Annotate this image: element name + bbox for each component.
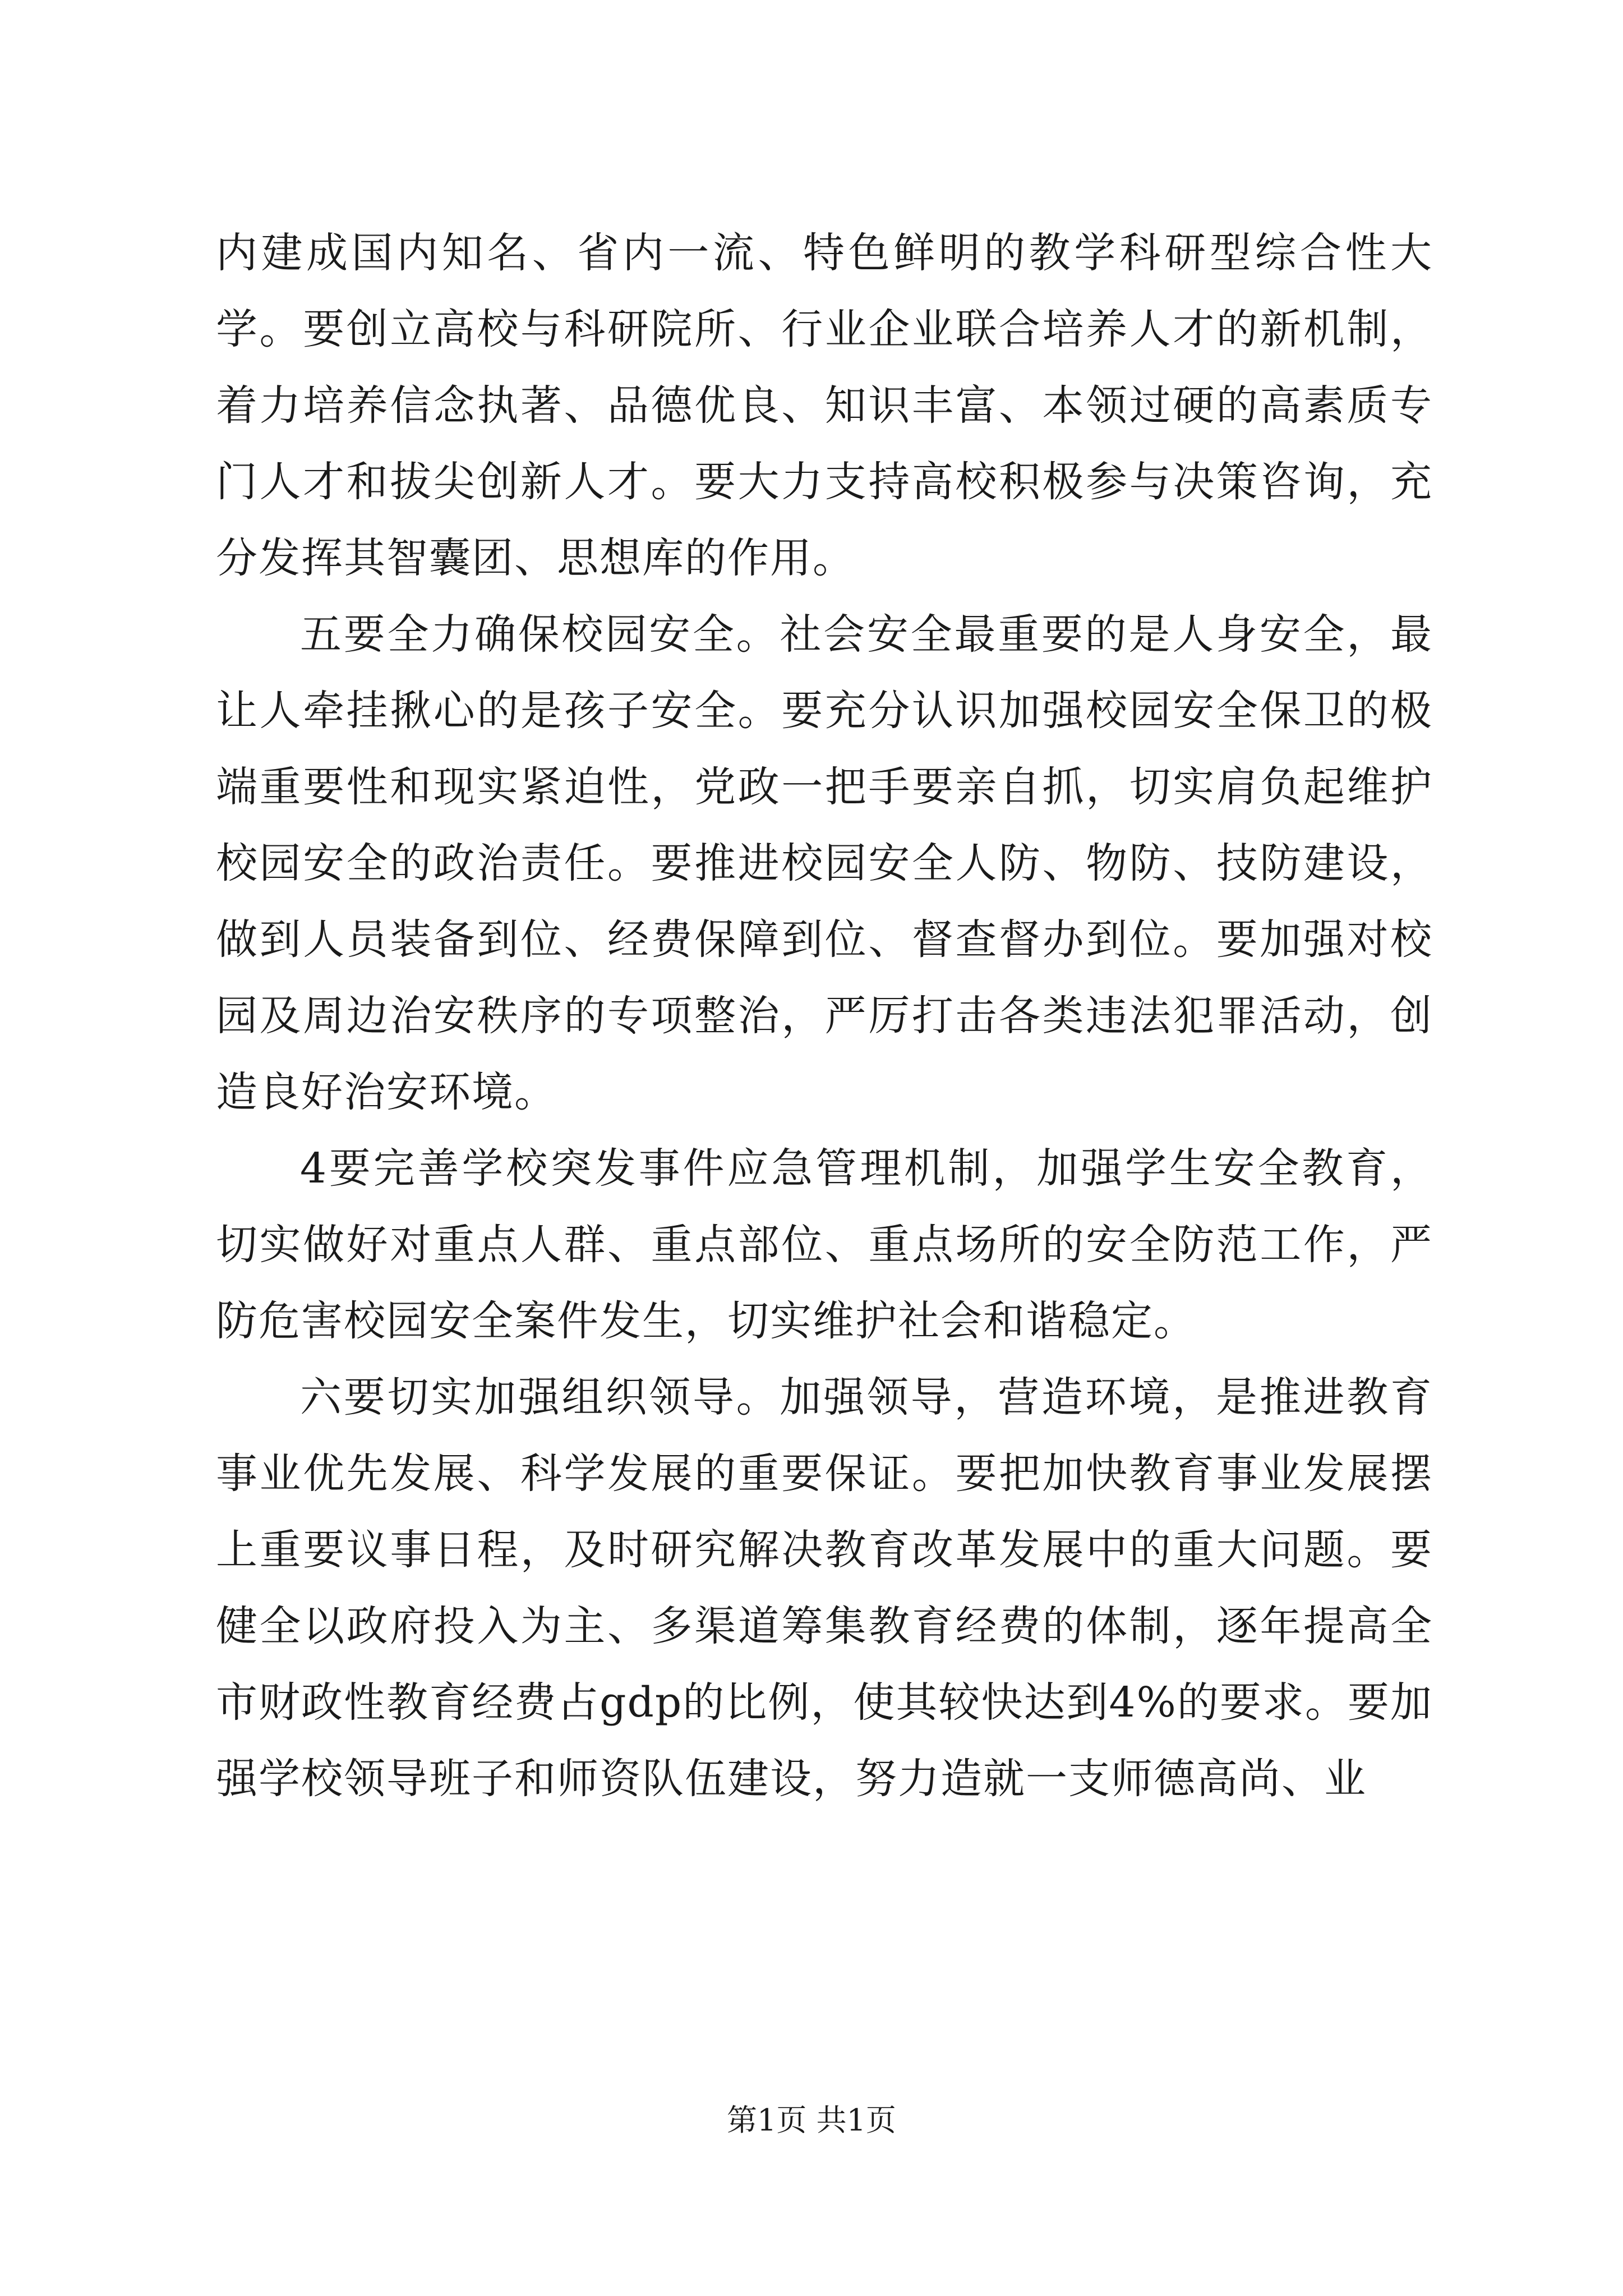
paragraph-1: 内建成国内知名、省内一流、特色鲜明的教学科研型综合性大学。要创立高校与科研院所、行业企业联合培养人才的新机制，着力培养信念执著、品德优良、知识丰富、本领过硬的高素质专门人才和拔尖创新人才。要大力支持高校积极参与决策咨询，充分发挥其智囊团、思想库的作用。 (216, 229, 1433, 582)
document-body (216, 215, 1433, 1817)
paragraph-4: 六要切实加强组织领导。加强领导，营造环境，是推进教育事业优先发展、科学发展的重要保证。要把加快教育事业发展摆上重要议事日程，及时研究解决教育改革发展中的重大问题。要健全以政府投入为主、多渠道筹集教育经费的体制，逐年提高全市财政性教育经费占gdp的比例，使其较快达到4%的要求。要加强学校领导班子和师资队伍建设，努力造就一支师德高尚、业 (216, 1373, 1433, 1803)
paragraph-2: 五要全力确保校园安全。社会安全最重要的是人身安全，最让人牵挂揪心的是孩子安全。要充分认识加强校园安全保卫的极端重要性和现实紧迫性，党政一把手要亲自抓，切实肩负起维护校园安全的政治责任。要推进校园安全人防、物防、技防建设，做到人员装备到位、经费保障到位、督查督办到位。要加强对校园及周边治安秩序的专项整治，严厉打击各类违法犯罪活动，创造良好治安环境。 (216, 610, 1433, 1116)
page-footer: 第1页 共1页 (727, 2102, 896, 2138)
paragraph-3: 4要完善学校突发事件应急管理机制，加强学生安全教育，切实做好对重点人群、重点部位、重点场所的安全防范工作，严防危害校园安全案件发生，切实维护社会和谐稳定。 (216, 1144, 1433, 1345)
